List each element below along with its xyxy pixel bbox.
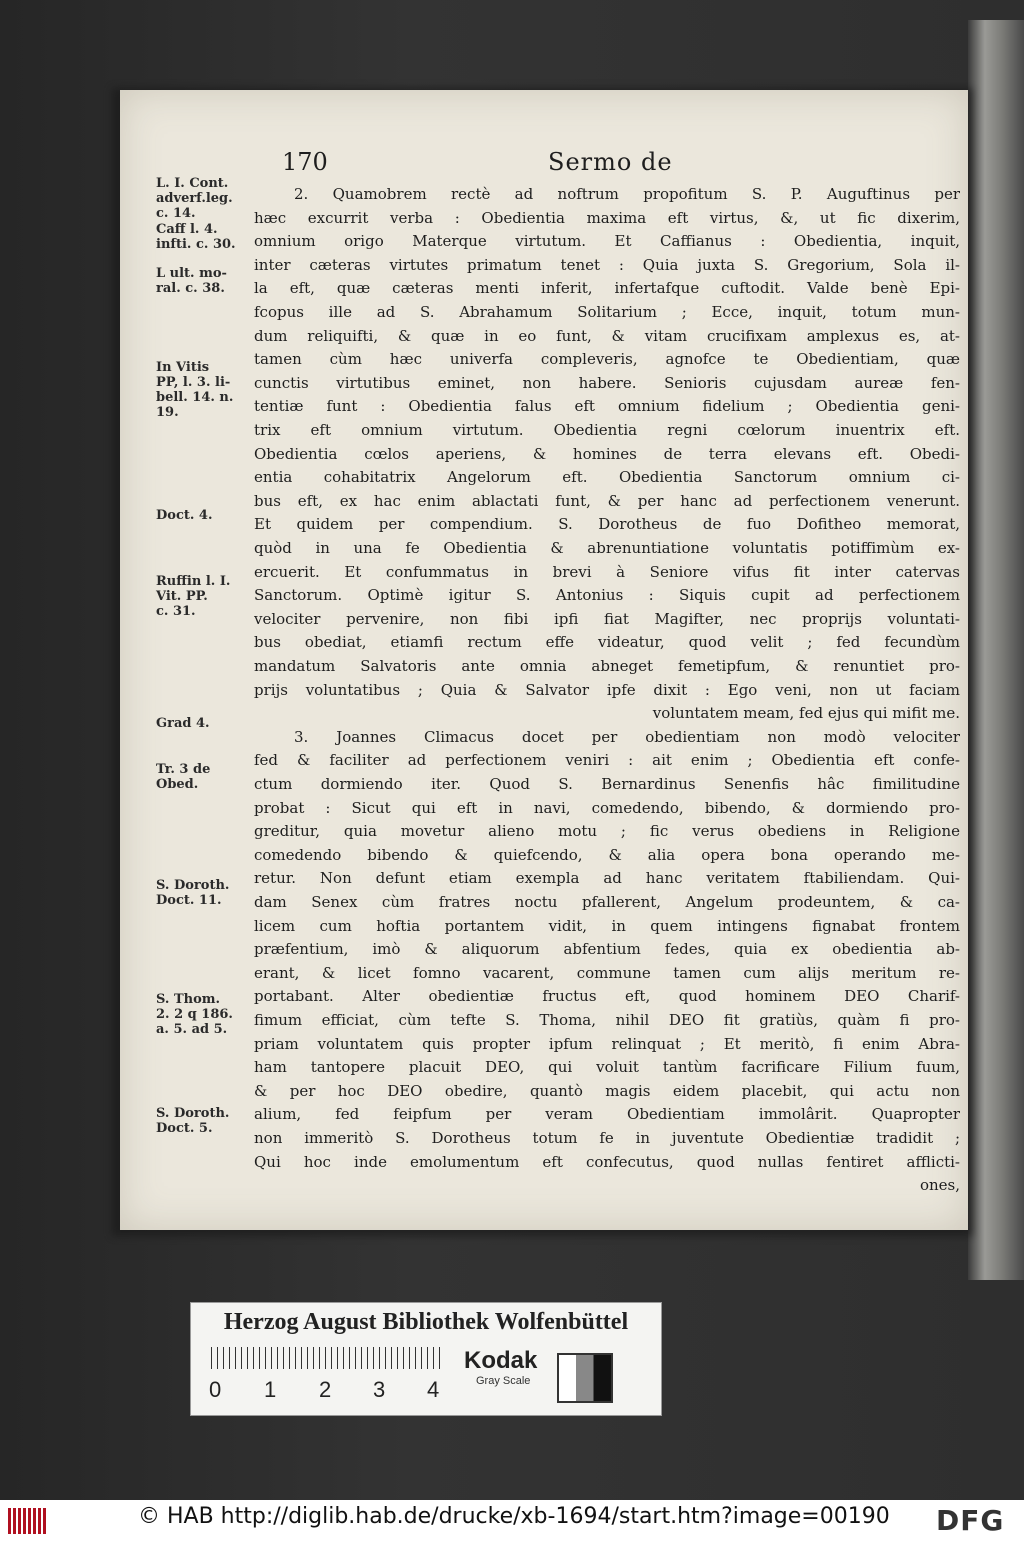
page-number: 170 bbox=[282, 148, 328, 176]
book-page bbox=[120, 90, 968, 1230]
text-line: fimum efficiat, cùm tefte S. Thoma, nihil DEO fit gratiùs, quàm fi pro- bbox=[254, 1011, 960, 1029]
ruler-number: 1 bbox=[264, 1377, 277, 1402]
text-line: retur. Non defunt etiam exempla ad hanc veritatem ftabiliendam. Qui- bbox=[254, 869, 960, 888]
text-line: la eft, quæ cæteras menti inferit, infertafque cuftodit. Valde benè Epi- bbox=[254, 279, 960, 298]
next-page-edge bbox=[968, 20, 1024, 1280]
text-line: & per hoc DEO obedire, quantò magis eidem placebit, qui actu non bbox=[254, 1081, 960, 1100]
running-head bbox=[120, 148, 968, 178]
ruler-number: 4 bbox=[427, 1377, 440, 1402]
text-line: cunctis virtutibus eminet, non habere. Senioris cujusdam aureæ fen- bbox=[254, 373, 960, 392]
gray-scale-label: Gray Scale bbox=[476, 1375, 531, 1387]
ruler-number: 3 bbox=[373, 1377, 386, 1402]
margin-note: Caff l. 4. infti. c. 30. bbox=[156, 222, 236, 252]
text-line: prijs voluntatibus ; Quia & Salvator ipfe dixit : Ego veni, non ut faciam bbox=[254, 680, 960, 699]
text-line: alium, fed feipfum per veram Obedientiam immolârit. Quapropter bbox=[254, 1105, 960, 1124]
text-line: trix eft omnium virtutum. Obedientia regni cœlorum inuentrix eft. bbox=[254, 421, 960, 439]
text-line: bus eft, ex hac enim ablactati funt, & per hanc ad perfectionem venerunt. bbox=[254, 491, 960, 510]
text-line: Et quidem per compendium. S. Dorotheus de fuo Dofitheo memorat, bbox=[254, 515, 960, 534]
margin-note: Tr. 3 de Obed. bbox=[156, 762, 211, 792]
text-line: mandatum Salvatoris ante omnia abneget femetipfum, & renuntiet pro- bbox=[254, 657, 960, 675]
text-line: 3. Joannes Climacus docet per obedientiam non modò velociter bbox=[294, 727, 960, 746]
text-line: hæc excurrit verba : Obedientia maxima eft virtus, &, ut fic dixerim, bbox=[254, 208, 960, 227]
text-line: ctum dormiendo iter. Quod S. Bernardinus Senenfis hâc fimilitudine bbox=[254, 775, 960, 793]
margin-note: Grad 4. bbox=[156, 716, 210, 731]
hab-barcode-icon bbox=[8, 1508, 48, 1534]
text-line: licem cum hoftia portantem vidit, in quem intingens fignabat frontem bbox=[254, 916, 960, 935]
ruler-number: 2 bbox=[319, 1377, 332, 1402]
text-line: entia cohabitatrix Angelorum eft. Obedientia Sanctorum omnium ci- bbox=[254, 468, 960, 487]
text-line: greditur, quia movetur alieno motu ; fic verus obediens in Religione bbox=[254, 822, 960, 841]
text-line: probat : Sicut qui eft in navi, comedendo, bibendo, & dormiendo pro- bbox=[254, 798, 960, 817]
footer-bar bbox=[0, 1500, 1024, 1541]
text-line: ercuerit. Et confummatus in brevi à Seniore vifus fit inter catervas bbox=[254, 562, 960, 581]
text-line: inter cæteras virtutes primatum tenet : Quia juxta S. Gregorium, Sola il- bbox=[254, 255, 960, 274]
text-line: erant, & licet fomno vacarent, commune tamen cum alijs meritum re- bbox=[254, 963, 960, 982]
ruler-numbers bbox=[209, 1377, 449, 1407]
ruler-number: 0 bbox=[209, 1377, 222, 1402]
text-line: ham tantopere placuit DEO, qui voluit tantùm facrificare Filium fuum, bbox=[254, 1058, 960, 1077]
text-line: bus obediat, etiamfi rectum effe videatur, quod velit ; fed fecundùm bbox=[254, 633, 960, 652]
text-line: voluntatem meam, fed ejus qui mifit me. bbox=[652, 704, 960, 723]
margin-note: S. Thom. 2. 2 q 186. a. 5. ad 5. bbox=[156, 992, 233, 1037]
ruler-ticks bbox=[211, 1347, 441, 1369]
margin-note: S. Doroth. Doct. 5. bbox=[156, 1106, 230, 1136]
gray-scale-patch bbox=[557, 1353, 613, 1403]
text-line: tentiæ funt : Obedientia falus eft omnium fidelium ; Obedientia geni- bbox=[254, 397, 960, 416]
text-line: quòd in una fe Obedientia & abrenuntiatione voluntatis potiffimùm ex- bbox=[254, 539, 960, 557]
margin-note: Ruffin l. I. Vit. PP. c. 31. bbox=[156, 574, 231, 619]
margin-note: S. Doroth. Doct. 11. bbox=[156, 878, 230, 908]
text-line: dam Senex cùm fratres noctu pfallerent, Angelum prodeuntem, & ca- bbox=[254, 893, 960, 911]
kodak-logo: Kodak bbox=[464, 1347, 538, 1374]
margin-note: L ult. mo- ral. c. 38. bbox=[156, 266, 227, 296]
margin-note: L. I. Cont. adverf.leg. c. 14. bbox=[156, 176, 233, 221]
text-line: dum reliquifti, & quæ in eo funt, & vitam crucifixam amplexus es, at- bbox=[254, 326, 960, 345]
text-line: velociter pervenire, non fibi ipfi fiat Magifter, nec proprijs voluntati- bbox=[254, 609, 960, 628]
text-line: præfentium, imò & aliquorum abfentium fedes, quia ex obedientia ab- bbox=[254, 940, 960, 959]
text-line: fcopus ille ad S. Abrahamum Solitarium ; Ecce, inquit, totum mun- bbox=[254, 303, 960, 321]
dfg-logo: DFG bbox=[936, 1504, 1005, 1537]
text-line: non immeritò S. Dorotheus totum fe in juventute Obedientiæ tradidit ; bbox=[254, 1129, 960, 1147]
text-line: portabant. Alter obedientiæ fructus eft, quod hominem DEO Charif- bbox=[254, 987, 960, 1006]
margin-note: In Vitis PP, l. 3. li- bell. 14. n. 19. bbox=[156, 360, 234, 420]
page-title: Sermo de bbox=[548, 148, 673, 176]
text-line: omnium origo Materque virtutum. Et Caffianus : Obedientia, inquit, bbox=[254, 232, 960, 251]
margin-note: Doct. 4. bbox=[156, 508, 213, 523]
source-url[interactable]: © HAB http://diglib.hab.de/drucke/xb-1694/start.htm?image=00190 bbox=[138, 1504, 890, 1529]
text-line: Qui hoc inde emolumentum eft confecutus, quod nullas fentiret afflicti- bbox=[254, 1152, 960, 1171]
text-line: fed & faciliter ad perfectionem veniri : ait enim ; Obedientia eft confe- bbox=[254, 751, 960, 770]
text-line: 2. Quamobrem rectè ad noftrum propofitum S. P. Auguftinus per bbox=[294, 185, 960, 203]
text-line: Sanctorum. Optimè igitur S. Antonius : Siquis cupit ad perfectionem bbox=[254, 586, 960, 605]
text-line: Obedientia cœlos aperiens, & homines de terra elevans eft. Obedi- bbox=[254, 444, 960, 463]
text-line: comedendo bibendo & quiefcendo, & alia opera bona operando me- bbox=[254, 845, 960, 864]
text-line: tamen cùm hæc univerfa compleveris, agnofce te Obedientiam, quæ bbox=[254, 350, 960, 369]
text-line: priam voluntatem quis propter ipfum relinquat ; Et meritò, fi enim Abra- bbox=[254, 1034, 960, 1053]
text-line: ones, bbox=[919, 1176, 960, 1195]
kodak-gray-scale-card bbox=[190, 1302, 662, 1416]
library-title: Herzog August Bibliothek Wolfenbüttel bbox=[223, 1309, 629, 1335]
